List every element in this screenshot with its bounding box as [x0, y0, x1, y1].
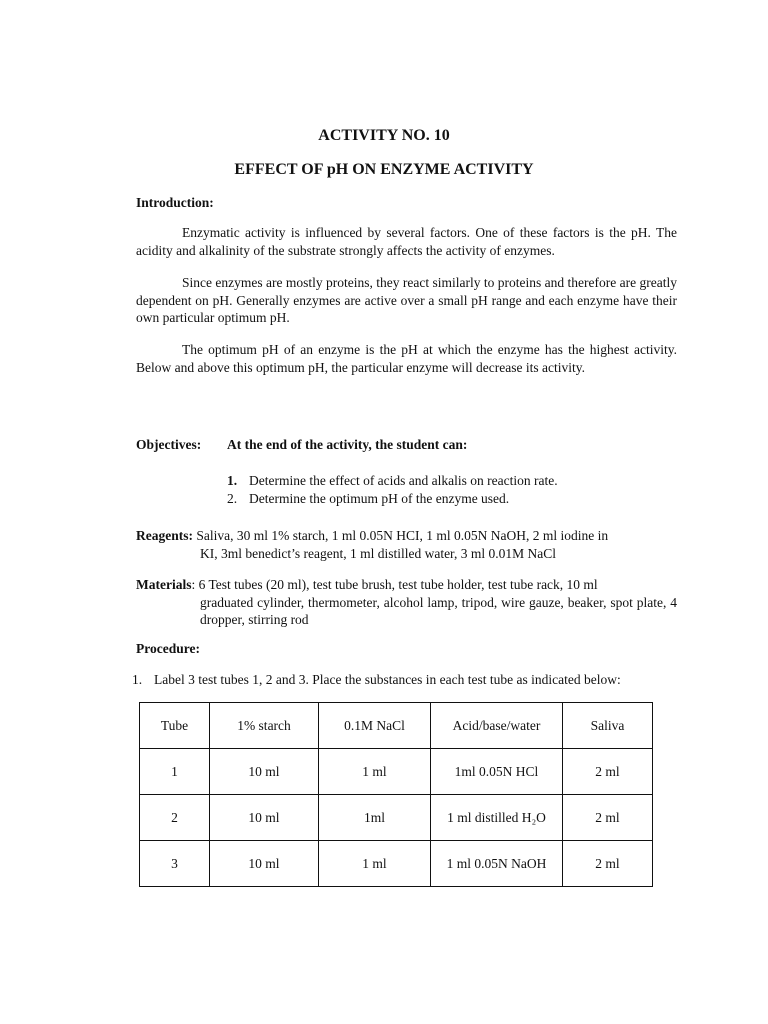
intro-paragraph-1: Enzymatic activity is influenced by several factors. One of these factors is the pH. The acidity and alkalinity of the substrate strongly affects the activity of enzymes.	[136, 225, 677, 258]
table-row	[140, 749, 653, 795]
materials-section: Materials: 6 Test tubes (20 ml), test tube brush, test tube holder, test tube rack, 10 ml graduated cylinder, thermometer, alcohol lamp, tripod, wire gauze, beaker, spot plate, 4 dropper, stirring rod	[136, 577, 677, 627]
objectives-list	[227, 472, 558, 508]
table-cell: 2	[140, 795, 210, 841]
table-cell: 10 ml	[210, 841, 319, 887]
table-cell: 1 ml 0.05N NaOH	[431, 841, 563, 887]
table-header-row	[140, 703, 653, 749]
table-cell: 2 ml	[563, 795, 653, 841]
activity-subtitle: EFFECT OF pH ON ENZYME ACTIVITY	[234, 161, 534, 178]
table-header-cell: 0.1M NaCl	[319, 703, 431, 749]
tube-table	[139, 702, 653, 887]
procedure-heading: Procedure:	[136, 641, 200, 656]
table-cell: 2 ml	[563, 749, 653, 795]
table-cell: 10 ml	[210, 795, 319, 841]
materials-label: Materials	[136, 577, 192, 592]
table-cell: 3	[140, 841, 210, 887]
table-cell: 1 ml	[319, 749, 431, 795]
objectives-label: Objectives:	[136, 437, 202, 452]
table-cell: 1	[140, 749, 210, 795]
activity-title: ACTIVITY NO. 10	[318, 127, 450, 144]
procedure-step-1: 1. Label 3 test tubes 1, 2 and 3. Place the substances in each test tube as indicated below:	[132, 672, 621, 687]
table-row	[140, 795, 653, 841]
objectives-heading: At the end of the activity, the student can:	[227, 437, 468, 452]
table-cell: 1 ml	[319, 841, 431, 887]
list-item: 1. Determine the effect of acids and alkalis on reaction rate.	[227, 473, 558, 488]
table-cell: 1ml 0.05N HCl	[431, 749, 563, 795]
table-header-cell: 1% starch	[210, 703, 319, 749]
table-header-cell: Tube	[140, 703, 210, 749]
table-cell: 10 ml	[210, 749, 319, 795]
list-item: 2. Determine the optimum pH of the enzyme used.	[227, 491, 510, 506]
table-header-cell: Saliva	[563, 703, 653, 749]
introduction-heading: Introduction:	[136, 195, 214, 210]
intro-paragraph-3: The optimum pH of an enzyme is the pH at which the enzyme has the highest activity. Below and above this optimum pH, the particular enzyme will decrease its activity.	[136, 342, 677, 375]
table-cell: 1 ml distilled H₂O	[431, 795, 563, 841]
reagents-label: Reagents:	[136, 528, 193, 543]
table-header-cell: Acid/base/water	[431, 703, 563, 749]
reagents-section: Reagents: Saliva, 30 ml 1% starch, 1 ml 0.05N HCI, 1 ml 0.05N NaOH, 2 ml iodine in KI, 3ml benedict’s reagent, 1 ml distilled water, 3 ml 0.01M NaCl	[136, 528, 609, 561]
intro-paragraph-2: Since enzymes are mostly proteins, they react similarly to proteins and therefore are greatly dependent on pH. Generally enzymes are active over a small pH range and each enzyme have their own particular optimum pH.	[136, 275, 677, 325]
table-cell: 2 ml	[563, 841, 653, 887]
table-cell: 1ml	[319, 795, 431, 841]
table-row	[140, 841, 653, 887]
